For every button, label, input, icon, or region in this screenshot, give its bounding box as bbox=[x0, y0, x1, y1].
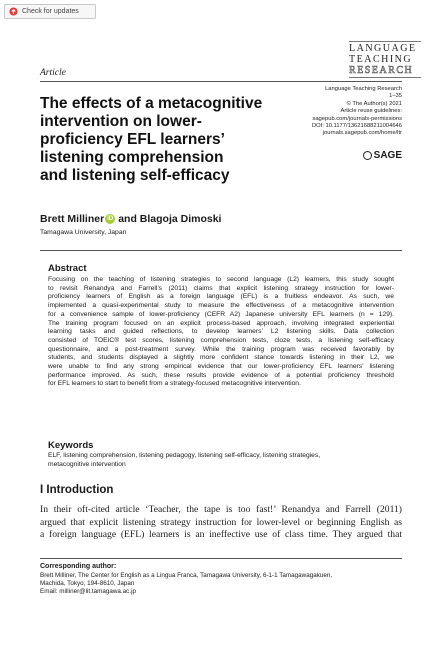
corresponding-author-heading: Corresponding author: bbox=[40, 563, 117, 570]
title-line: listening comprehension bbox=[40, 149, 224, 166]
abstract-line: learning tasks and guided reflections, to develop learners’ L2 listening skills. Data collection bbox=[48, 328, 394, 336]
journal-home-link[interactable]: journals.sagepub.com/home/ltr bbox=[322, 130, 402, 137]
authors bbox=[40, 213, 221, 225]
journal-name: Language Teaching Research bbox=[325, 86, 402, 92]
abstract-line: The training program focused on an explicit process-based approach, involving integrated experiential bbox=[48, 319, 394, 327]
permissions-link[interactable]: sagepub.com/journals-permissions bbox=[312, 115, 402, 122]
keywords-heading: Keywords bbox=[48, 440, 94, 451]
title-line: The effects of a metacognitive bbox=[40, 95, 263, 112]
abstract-line: proficiency learners of English as a foreign language (EFL) is a fruitless endeavor. As such, we bbox=[48, 293, 394, 301]
check-for-updates-button[interactable] bbox=[4, 4, 96, 19]
abstract-line: students, and students displayed a slightly more confident stance towards listening in their L2, we bbox=[48, 354, 394, 362]
footnote-divider bbox=[40, 558, 402, 559]
logo-rule-top bbox=[349, 41, 421, 42]
article-type-label: Article bbox=[40, 68, 66, 78]
abstract-line: for a convenience sample of lower-proficiency (CEFR A2) Japanese university EFL learners (n = 129). bbox=[48, 310, 394, 318]
check-for-updates-label: Check for updates bbox=[22, 8, 79, 15]
section-heading: I Introduction bbox=[40, 484, 114, 496]
affiliation: Tamagawa University, Japan bbox=[40, 229, 127, 236]
abstract-line: were unable to find any strong empirical evidence that our lower-proficiency EFL learners’ listening bbox=[48, 363, 394, 371]
publisher-name: SAGE bbox=[373, 150, 402, 161]
keywords-line: ELF, listening comprehension, listening pedagogy, listening self-efficacy, listening strategies, bbox=[48, 452, 321, 459]
section-body bbox=[40, 504, 402, 542]
title-line: and listening self-efficacy bbox=[40, 167, 230, 184]
title-line: intervention on lower- bbox=[40, 113, 202, 130]
abstract-divider bbox=[40, 250, 402, 251]
title-line: proficiency EFL learners’ bbox=[40, 131, 225, 148]
keywords-body bbox=[48, 452, 394, 469]
abstract-heading: Abstract bbox=[48, 263, 87, 274]
header-divider bbox=[40, 81, 402, 82]
journal-logo-line-2: TEACHING bbox=[349, 54, 413, 65]
corresponding-author-details bbox=[40, 572, 402, 597]
keywords-line: metacognitive intervention bbox=[48, 460, 126, 468]
abstract-line: implemented a quasi-experimental study to measure the effectiveness of a metacognitive intervention bbox=[48, 302, 394, 310]
sage-circle-icon bbox=[363, 151, 372, 160]
abstract-line: performance improved. As such, these results provide evidence of a potential proficiency threshold bbox=[48, 371, 394, 379]
reuse-guidelines-label: Article reuse guidelines: bbox=[340, 108, 402, 115]
abstract-line: to revisit Renandya and Farrell’s (2011) claims that explicit listening strategy instruction for lower- bbox=[48, 284, 394, 292]
page-range: 1–35 bbox=[389, 93, 402, 100]
abstract-body bbox=[48, 276, 394, 389]
publication-metadata bbox=[272, 86, 402, 138]
copyright: © The Author(s) 2021 bbox=[346, 100, 402, 107]
doi-link[interactable]: DOI: 10.1177/13621688211004646 bbox=[311, 123, 402, 130]
orcid-icon[interactable]: iD bbox=[107, 216, 114, 222]
journal-logo bbox=[349, 40, 421, 79]
abstract-line: Focusing on the teaching of listening strategies to second language (L2) learners, this study sought bbox=[48, 276, 394, 283]
abstract-line: for EFL learners to start to benefit from a strategy-focused metacognitive intervention. bbox=[48, 380, 301, 388]
author-first: Brett Milliner bbox=[40, 213, 105, 225]
journal-logo-line-1: LANGUAGE bbox=[349, 43, 417, 54]
correspondence-line: Brett Milliner, The Center for English as a Lingua Franca, Tamagawa University, 6-1-1 Tamagawagakuen, bbox=[40, 572, 333, 579]
abstract-line: consisted of TOEIC® test scores, listening comprehension tests, cloze tests, a listening self-efficacy bbox=[48, 336, 394, 344]
body-line: In their oft-cited article ‘Teacher, the tape is too fast!’ Renandya and Farrell (2011) bbox=[40, 504, 402, 515]
correspondence-email[interactable]: Email: milliner@lit.tamagawa.ac.jp bbox=[40, 588, 136, 596]
logo-rule-bottom bbox=[349, 77, 421, 78]
publisher-logo bbox=[363, 150, 402, 161]
abstract-line: questionnaire, and a post-treatment survey. While the training program was received favorably by bbox=[48, 345, 394, 353]
article-title bbox=[40, 95, 290, 185]
body-line: argued that explicit listening strategy instruction for lower-level or beginning English as bbox=[40, 516, 402, 528]
journal-logo-line-3: RESEARCH bbox=[349, 65, 414, 76]
body-line: a foreign language (EFL) learners is an ineffective use of class time. They argued that bbox=[40, 529, 402, 541]
author-second: and Blagoja Dimoski bbox=[118, 213, 222, 225]
correspondence-line: Machida, Tokyo, 194-8610, Japan bbox=[40, 580, 135, 588]
update-icon bbox=[9, 7, 18, 16]
